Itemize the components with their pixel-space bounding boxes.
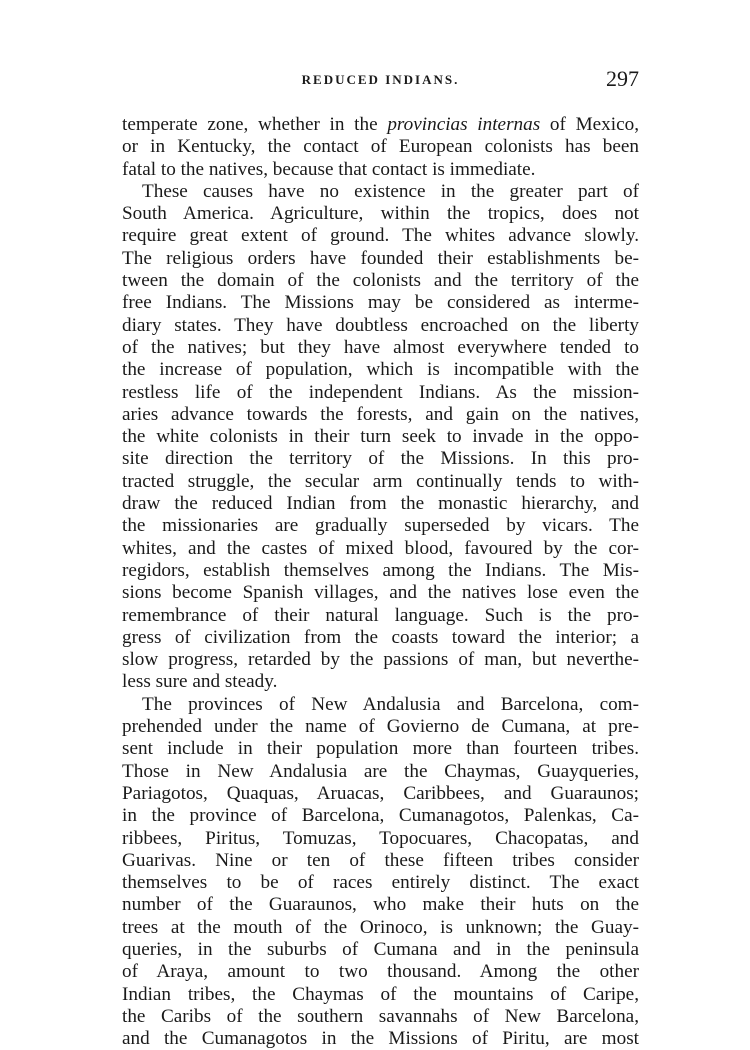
paragraph-2 [122,181,639,694]
text-line: number of the Guaraunos, who make their huts on the [122,894,639,916]
text-line: of Araya, amount to two thousand. Among the other [122,961,639,983]
text-line: tracted struggle, the secular arm continually tends to with- [122,470,639,492]
text-line: queries, in the suburbs of Cumana and in the peninsula [122,938,639,960]
text-line: the increase of population, which is incompatible with the [122,359,639,381]
text-line: sent include in their population more than fourteen tribes. [122,738,639,760]
text-line: fatal to the natives, because that contact is immediate. [122,158,536,180]
text-line: restless life of the independent Indians. As the mission- [122,381,639,403]
text-line: Guarivas. Nine or ten of these fifteen tribes consider [122,849,639,871]
body-text [122,114,639,1050]
text-line: or in Kentucky, the contact of European colonists has been [122,136,639,158]
text-line: Pariagotos, Quaquas, Aruacas, Caribbees, and Guaraunos; [122,782,639,804]
text-line: trees at the mouth of the Orinoco, is unknown; the Guay- [122,916,639,938]
text-line: Those in New Andalusia are the Chaymas, Guayqueries, [122,760,639,782]
running-title: REDUCED INDIANS. [301,72,460,87]
text-line: whites, and the castes of mixed blood, favoured by the cor- [122,537,639,559]
text-line: The religious orders have founded their establishments be- [122,247,639,269]
paragraph-1 [122,114,639,181]
text-line: regidors, establish themselves among the Indians. The Mis- [122,559,639,581]
text-line: temperate zone, whether in the provincias internas of Mexico, [122,114,639,135]
text-line: gress of civilization from the coasts toward the interior; a [122,626,639,648]
paragraph-3 [122,694,639,1050]
text-line: less sure and steady. [122,671,278,693]
italic-phrase: provincias internas [387,114,541,135]
text-line: These causes have no existence in the greater part of [142,180,639,202]
text-line: ribbees, Piritus, Tomuzas, Topocuares, Chacopatas, and [122,827,639,849]
running-head [122,66,639,96]
page-number: 297 [606,66,639,91]
text-line: tween the domain of the colonists and the territory of the [122,270,639,292]
text-line: The provinces of New Andalusia and Barcelona, com- [142,693,639,715]
text-line: in the province of Barcelona, Cumanagotos, Palenkas, Ca- [122,805,639,827]
text-line: free Indians. The Missions may be considered as interme- [122,292,639,314]
text-line: themselves to be of races entirely distinct. The exact [122,872,639,894]
text-line: the white colonists in their turn seek to invade in the oppo- [122,426,639,448]
text-line: require great extent of ground. The whites advance slowly. [122,225,639,247]
text-line: sions become Spanish villages, and the natives lose even the [122,582,639,604]
text-line: site direction the territory of the Missions. In this pro- [122,448,639,470]
text-line: the missionaries are gradually superseded by vicars. The [122,515,639,537]
text-line: of the natives; but they have almost everywhere tended to [122,336,639,358]
text-line: the Caribs of the southern savannahs of New Barcelona, [122,1005,639,1027]
text-line: diary states. They have doubtless encroached on the liberty [122,314,639,336]
text-line: prehended under the name of Govierno de Cumana, at pre- [122,716,639,738]
text-line: South America. Agriculture, within the tropics, does not [122,203,639,225]
text-line: draw the reduced Indian from the monastic hierarchy, and [122,493,639,515]
text-line: slow progress, retarded by the passions of man, but neverthe- [122,649,639,671]
text-line: and the Cumanagotos in the Missions of Piritu, are most [122,1028,639,1050]
text-line: aries advance towards the forests, and gain on the natives, [122,403,639,425]
text-line: Indian tribes, the Chaymas of the mountains of Caripe, [122,983,639,1005]
text-line: remembrance of their natural language. Such is the pro- [122,604,639,626]
